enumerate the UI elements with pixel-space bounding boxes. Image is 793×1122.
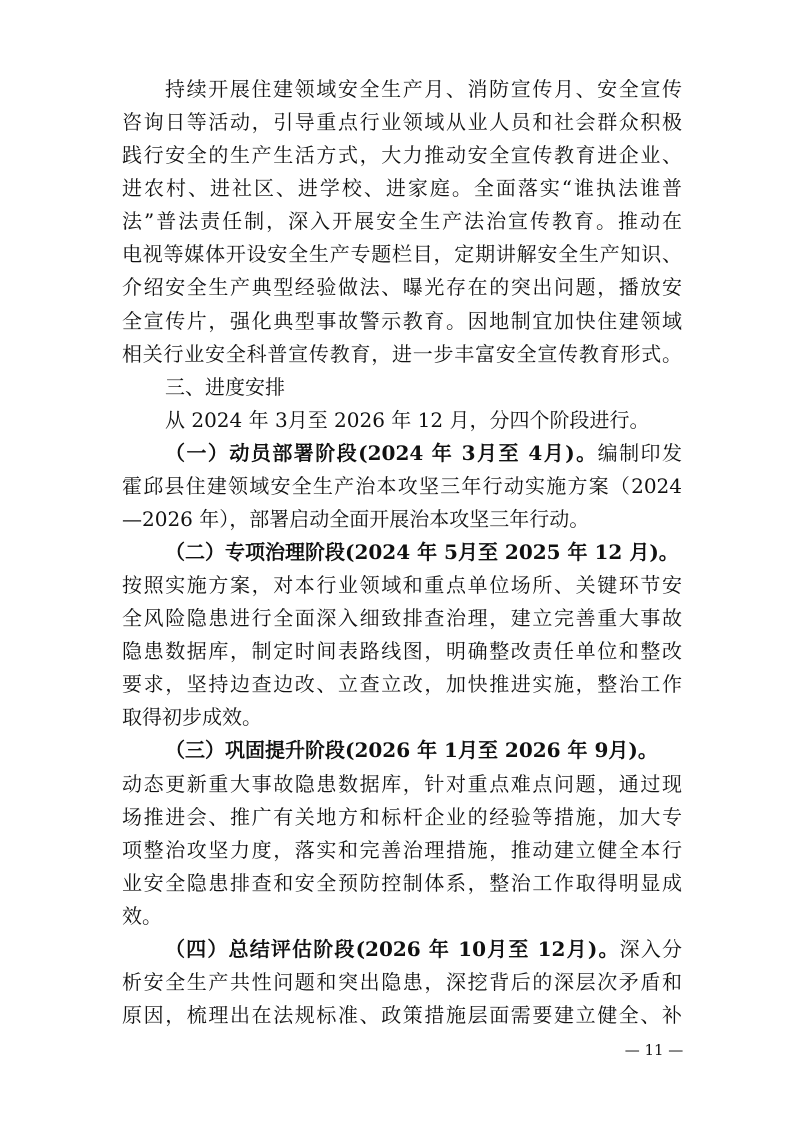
body-line: 全风险隐患进行全面深入细致排查治理，建立完善重大事故	[122, 606, 682, 630]
body-line: —2026 年），部署启动全面开展治本攻坚三年行动。	[122, 507, 590, 531]
stage1-title-line	[165, 438, 682, 468]
body-line: 相关行业安全科普宣传教育，进一步丰富安全宣传教育形式。	[122, 342, 682, 366]
body-line: 场推进会、推广有关地方和标杆企业的经验等措施，加大专	[122, 805, 682, 829]
page-number: — 11 —	[624, 1041, 684, 1059]
stage1-title-tail: 编制印发	[597, 441, 682, 465]
body-line: 动态更新重大事故隐患数据库，针对重点难点问题，通过现	[122, 772, 682, 796]
section-heading: 三、进度安排	[165, 375, 285, 399]
stage1-title: （一）动员部署阶段(2024 年 3月至 4月)。	[165, 441, 598, 465]
body-line: 取得初步成效。	[122, 705, 262, 729]
body-line: 项整治攻坚力度，落实和完善治理措施，推动建立健全本行	[122, 838, 682, 862]
intro-line: 从 2024 年 3月至 2026 年 12 月，分四个阶段进行。	[165, 408, 650, 432]
body-line: 要求，坚持边查边改、立查立改，加快推进实施，整治工作	[122, 672, 682, 696]
body-line: 按照实施方案，对本行业领域和重点单位场所、关键环节安	[122, 573, 682, 597]
body-line: 电视等媒体开设安全生产专题栏目，定期讲解安全生产知识、	[122, 242, 682, 266]
body-line: 介绍安全生产典型经验做法、曝光存在的突出问题，播放安	[122, 275, 682, 299]
stage4-title: （四）总结评估阶段(2026 年 10月至 12月)。	[165, 937, 620, 961]
stage3-title: （三）巩固提升阶段(2026 年 1月至 2026 年 9月)。	[165, 738, 658, 762]
body-line: 咨询日等活动，引导重点行业领域从业人员和社会群众积极	[122, 110, 682, 134]
body-line: 法”普法责任制，深入开展安全生产法治宣传教育。推动在	[122, 209, 682, 233]
body-line: 持续开展住建领域安全生产月、消防宣传月、安全宣传	[165, 77, 682, 101]
body-line: 原因，梳理出在法规标准、政策措施层面需要建立健全、补	[122, 1003, 682, 1027]
body-line: 全宣传片，强化典型事故警示教育。因地制宜加快住建领域	[122, 309, 682, 333]
body-line: 析安全生产共性问题和突出隐患，深挖背后的深层次矛盾和	[122, 970, 682, 994]
stage4-title-line	[165, 934, 682, 964]
stage4-title-tail: 深入分	[619, 937, 682, 961]
body-line: 践行安全的生产生活方式，大力推动安全宣传教育进企业、	[122, 143, 682, 167]
body-line: 隐患数据库，制定时间表路线图，明确整改责任单位和整改	[122, 639, 682, 663]
body-line: 效。	[122, 904, 162, 928]
stage2-title: （二）专项治理阶段(2024 年 5月至 2025 年 12 月)。	[165, 540, 679, 564]
body-line: 霍邱县住建领域安全生产治本攻坚三年行动实施方案（2024	[122, 474, 682, 498]
body-line: 进农村、进社区、进学校、进家庭。全面落实“谁执法谁普	[122, 176, 682, 200]
body-line: 业安全隐患排查和安全预防控制体系，整治工作取得明显成	[122, 871, 682, 895]
